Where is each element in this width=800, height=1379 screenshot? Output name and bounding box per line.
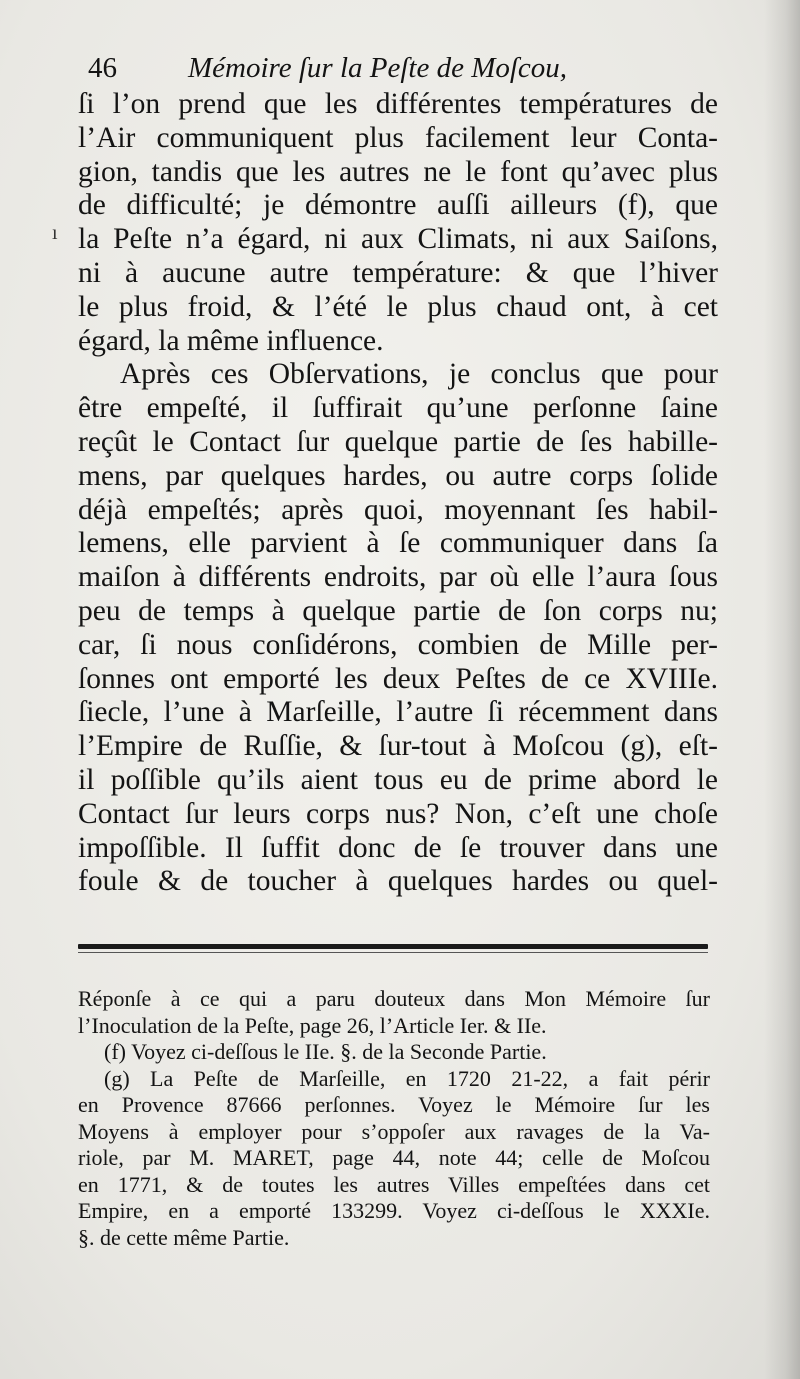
text-line: gion, tandis que les autres ne le font qu’avec plus <box>78 155 718 188</box>
text-line: mens, par quelques hardes, ou autre corps ſolide <box>78 459 718 492</box>
footnote-line: (f) Voyez ci-deſſous le IIe. §. de la Seconde Partie. <box>104 1039 547 1064</box>
page-header <box>88 48 728 88</box>
text-line: égard, la même influence. <box>78 324 384 357</box>
footnote-line: en Provence 87666 perſonnes. Voyez le Mémoire ſur les <box>78 1092 710 1117</box>
text-line: ſi l’on prend que les différentes températures de <box>78 88 718 120</box>
footnote-line: §. de cette même Partie. <box>78 1224 290 1250</box>
footnote-line: Empire, en a emporté 133299. Voyez ci-deſſous le XXXIe. <box>78 1198 710 1223</box>
footnotes <box>78 986 710 1251</box>
text-line: le plus froid, & l’été le plus chaud ont, à cet <box>78 290 718 323</box>
text-line: foule & de toucher à quelques hardes ou quel- <box>78 865 718 898</box>
text-line: ni à aucune autre température: & que l’hiver <box>78 256 718 289</box>
footnote-rule-thin <box>78 952 708 953</box>
text-line: l’Empire de Ruſſie, & ſur-tout à Moſcou (g), eſt- <box>78 730 718 763</box>
text-line: il poſſible qu’ils aient tous eu de prime abord le <box>78 763 718 796</box>
text-line: être empeſté, il ſuffirait qu’une perſonne ſaine <box>78 392 718 425</box>
text-line: lemens, elle parvient à ſe communiquer dans ſa <box>78 527 718 560</box>
footnote-line: riole, par M. MARET, page 44, note 44; celle de Moſcou <box>78 1145 710 1170</box>
text-line: reçût le Contact ſur quelque partie de ſes habille- <box>78 425 718 458</box>
page-gutter-shadow <box>764 0 800 1379</box>
text-line: l’Air communiquent plus facilement leur Conta- <box>78 121 718 154</box>
text-line: déjà empeſtés; après quoi, moyennant ſes habil- <box>78 493 718 526</box>
main-text <box>78 88 718 899</box>
text-line: maiſon à différents endroits, par où elle l’aura ſous <box>78 561 718 594</box>
running-title: Mémoire ſur la Peſte de Moſcou, <box>188 52 568 84</box>
text-line: peu de temps à quelque partie de ſon corps nu; <box>78 594 718 627</box>
footnote-line: (g) La Peſte de Marſeille, en 1720 21-22, a fait périr <box>104 1065 710 1091</box>
text-line: de difficulté; je démontre auſſi ailleurs (f), que <box>78 189 718 222</box>
text-line: la Peſte n’a égard, ni aux Climats, ni aux Saiſons, <box>78 223 718 256</box>
page-number: 46 <box>88 52 117 84</box>
footnote-line: Moyens à employer pour s’oppoſer aux ravages de la Va- <box>78 1118 710 1144</box>
text-line: Contact ſur leurs corps nus? Non, c’eſt une choſe <box>78 797 718 830</box>
text-line: ſonnes ont emporté les deux Peſtes de ce XVIIIe. <box>78 662 718 695</box>
footnote-rule <box>78 944 708 949</box>
footnote-line: l’Inoculation de la Peſte, page 26, l’Article Ier. & IIe. <box>78 1012 547 1038</box>
footnote-line: Réponſe à ce qui a paru douteux dans Mon Mémoire ſur <box>78 986 710 1011</box>
margin-mark: ı <box>52 222 58 244</box>
text-line: car, ſi nous conſidérons, combien de Mille per- <box>78 628 718 661</box>
text-line: ſiecle, l’une à Marſeille, l’autre ſi récemment dans <box>78 696 718 729</box>
footnote-line: en 1771, & de toutes les autres Villes empeſtées dans cet <box>78 1171 710 1197</box>
text-line: impoſſible. Il ſuffit donc de ſe trouver dans une <box>78 831 718 864</box>
text-line: Après ces Obſervations, je conclus que pour <box>120 358 718 391</box>
